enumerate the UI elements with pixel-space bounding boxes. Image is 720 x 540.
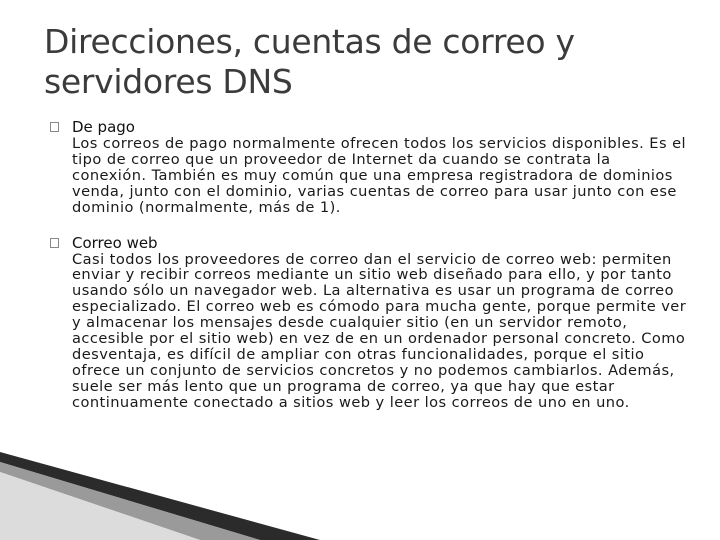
bullet-body: Los correos de pago normalmente ofrecen todos los servicios disponibles. Es el tipo de correo que un proveedor de Internet da cuando se contrata la conexión. También es muy común que una empresa registradora de dominios venda, junto con el dominio, varias cuentas de correo para usar junto con ese dominio (normalmente, más de 1). xyxy=(72,135,687,216)
bullet-heading: Correo web xyxy=(72,233,158,252)
square-bullet-icon xyxy=(50,238,59,248)
square-bullet-icon xyxy=(50,122,59,132)
bullet-item-correo-web xyxy=(50,234,690,411)
bullet-item-de-pago xyxy=(50,118,690,216)
slide-title: Direcciones, cuentas de correo y servidores DNS xyxy=(44,22,575,101)
corner-decoration xyxy=(0,450,720,540)
bullet-heading: De pago xyxy=(72,118,135,136)
bullet-list xyxy=(50,118,690,429)
bullet-body: Casi todos los proveedores de correo dan el servicio de correo web: permiten enviar y recibir correos mediante un sitio web diseñado para ello, y por tanto usando sólo un navegador web. La alternativa es usar un programa de correo especializado. El correo web es cómodo para mucha gente, porque permite ver y almacenar los mensajes desde cualquier sitio (en un servidor remoto, accesible por el sitio web) en vez de en un ordenador personal concreto. Como desventaja, es difícil de ampliar con otras funcionalidades, porque el sitio ofrece un conjunto de servicios concretos y no podemos cambiarlos. Además, suele ser más lento que un programa de correo, ya que hay que estar continuamente conectado a sitios web y leer los correos de uno en uno. xyxy=(72,250,687,411)
